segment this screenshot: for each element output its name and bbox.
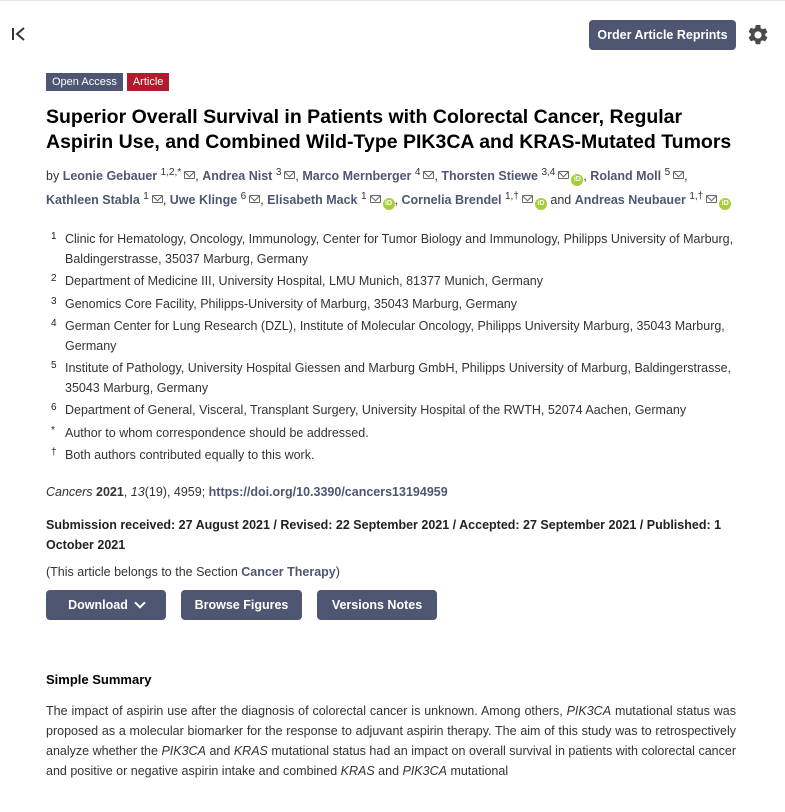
article-content [46,73,736,781]
section-prefix: (This article belongs to the Section [46,564,242,579]
citation-issue: (19) [144,484,167,499]
author-name[interactable]: Roland Moll [590,169,662,184]
email-icon[interactable] [152,195,163,203]
collapse-left-icon[interactable] [10,25,28,43]
summary-text-part: mutational [446,763,509,778]
gene-name: KRAS [340,763,375,778]
author-name[interactable]: Elisabeth Mack [267,192,358,207]
affiliation-text: Author to whom correspondence should be addressed. [65,425,369,440]
affiliation-item [46,272,736,292]
gene-name: PIK3CA [161,743,206,758]
affiliation-number: * [51,424,55,436]
affiliation-item [46,401,736,421]
author-affiliation: 1 [143,190,149,202]
article-actions [46,590,736,620]
author-name[interactable]: Leonie Gebauer [62,169,158,184]
section-suffix: ) [335,564,340,579]
affiliations-list [46,230,736,466]
email-icon[interactable] [370,195,381,203]
versions-notes-button[interactable]: Versions Notes [317,590,437,620]
affiliation-text: Both authors contributed equally to this work. [65,448,315,463]
summary-text-part: and [374,763,403,778]
orcid-icon[interactable]: iD [571,174,583,186]
author-affiliation: 5 [664,167,671,178]
email-icon[interactable] [522,195,533,203]
simple-summary-text [46,701,736,781]
author-affiliation: 6 [240,190,247,202]
email-icon[interactable] [284,171,295,179]
affiliation-text: Genomics Core Facility, Philipps-University of Marburg, 35043 Marburg, Germany [65,296,518,311]
affiliation-number: 5 [51,360,57,372]
chevron-down-icon [134,597,145,608]
and-label: and [550,192,572,207]
browse-figures-button[interactable]: Browse Figures [181,590,302,620]
summary-text-part: mutational status was proposed as a molecular biomarker for the response to adjuvant aspirin therapy. The aim of this study was to retrospectively analyze whether the [46,703,736,758]
citation-volume: 13 [130,484,145,499]
email-icon[interactable] [184,171,195,179]
author-affiliation: 1,† [505,190,519,202]
citation-article-number: , 4959; [166,484,206,499]
affiliation-text: Department of Medicine III, University Hospital, LMU Munich, 81377 Munich, Germany [65,274,543,289]
download-label: Download [68,597,128,612]
doi-link[interactable]: https://doi.org/10.3390/cancers13194959 [208,484,448,499]
affiliation-number: 2 [51,273,57,285]
orcid-icon[interactable]: iD [535,198,547,210]
author-name[interactable]: Kathleen Stabla [46,192,140,207]
affiliation-text: German Center for Lung Research (DZL), Institute of Molecular Oncology, Philipps University Marburg, 35043 Marburg, Germany [65,319,725,353]
summary-text-part: and [205,743,234,758]
author-name[interactable]: Thorsten Stiewe [441,169,538,184]
summary-text-part: The impact of aspirin use after the diagnosis of colorectal cancer is unknown. Among others, [46,703,567,718]
gene-name: PIK3CA [566,703,612,718]
open-access-badge: Open Access [46,73,123,91]
order-reprints-button[interactable]: Order Article Reprints [589,20,736,50]
affiliation-number: 3 [51,295,57,307]
top-bar [0,0,785,67]
article-badges [46,73,736,91]
affiliation-number: 6 [51,402,57,414]
author-affiliation: 3,4 [541,167,556,178]
by-label: by [46,169,60,184]
email-icon[interactable] [558,171,569,179]
gene-name: PIK3CA [402,763,447,778]
author-name[interactable]: Andreas Neubauer [574,192,686,207]
gene-name: KRAS [233,743,268,758]
affiliation-text: Institute of Pathology, University Hospital Giessen and Marburg GmbH, Philipps University of Marburg, Baldingerstrasse, 35043 Marburg, Germany [65,361,732,395]
author-affiliation: 3 [275,167,282,178]
author-name[interactable]: Marco Mernberger [302,169,412,184]
simple-summary-heading: Simple Summary [46,671,152,687]
author-name[interactable]: Andrea Nist [202,169,273,184]
article-title: Superior Overall Survival in Patients with Colorectal Cancer, Regular Aspirin Use, and Combined Wild-Type PIK3CA and KRAS-Mutated Tumors [46,106,732,153]
affiliation-number: † [51,447,57,459]
article-type-badge: Article [127,73,170,91]
affiliation-text: Department of General, Visceral, Transplant Surgery, University Hospital of the RWTH, 52074 Aachen, Germany [65,403,687,418]
orcid-icon[interactable]: iD [719,198,731,210]
affiliation-item [46,230,736,269]
email-icon[interactable] [706,195,717,203]
citation-year: 2021 [96,484,124,499]
orcid-icon[interactable]: iD [383,198,395,210]
author-affiliation: 1 [360,190,367,202]
author-name[interactable]: Uwe Klinge [169,192,238,207]
affiliation-number: 4 [51,318,57,330]
citation: Cancers 2021, 13(19), 4959; https://doi.org/10.3390/cancers13194959 [46,484,448,499]
affiliation-item [46,317,736,356]
author-list: by Leonie Gebauer $^{1,2,*}$ , Andrea Nist $^3$ , Marco Mernberger $^4$ , Thorsten Stiewe $^{3,4}$iD , Roland Moll $^5$ , Kathleen Stabla $^1$ , Uwe Klinge $^6$ , Elisabeth Mack $^1$iD , Cornelia Brendel $^{1,\dagger}$iD and Andreas Neubauer $^{1,\dagger}$iD [46,163,736,210]
section-note [46,565,736,579]
citation-journal: Cancers [46,484,93,499]
gear-icon[interactable] [746,23,770,47]
affiliation-item [46,424,736,444]
summary-text-part: mutational status had an impact on overall survival in patients with colorectal cancer and positive or negative aspirin intake and combined [46,743,736,778]
affiliation-text: Clinic for Hematology, Oncology, Immunology, Center for Tumor Biology and Immunology, Philipps University of Marburg, Baldingerstrasse, 35037 Marburg, Germany [65,232,734,266]
affiliation-item [46,359,736,398]
author-name[interactable]: Cornelia Brendel [401,192,502,207]
email-icon[interactable] [673,171,684,179]
email-icon[interactable] [423,171,434,179]
affiliation-item [46,295,736,315]
publication-dates: Submission received: 27 August 2021 / Revised: 22 September 2021 / Accepted: 27 September 2021 / Published: 1 October 2021 [46,517,722,552]
affiliation-number: 1 [51,231,57,243]
affiliation-item [46,446,736,466]
email-icon[interactable] [249,195,260,203]
download-button[interactable] [46,590,166,620]
section-link[interactable]: Cancer Therapy [241,564,336,579]
author-affiliation: 1,2,* [160,167,182,178]
author-affiliation: 4 [414,167,421,178]
author-affiliation: 1,† [689,190,704,202]
